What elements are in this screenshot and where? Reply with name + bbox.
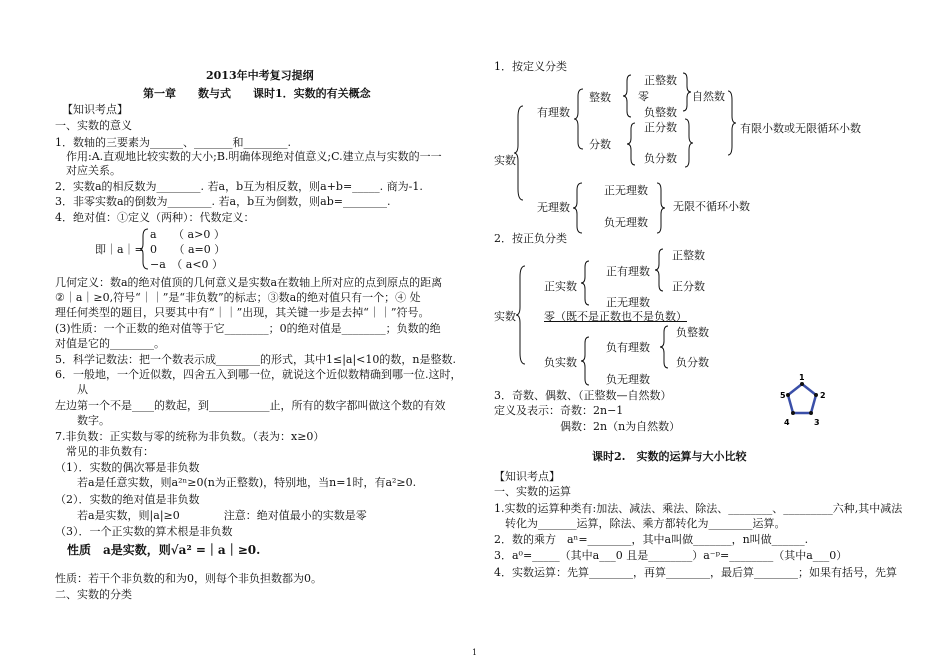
section-heading: 一、实数的意义 xyxy=(55,119,132,132)
tree-node: 正无理数 xyxy=(604,184,648,197)
property-line: 性质 a是实数，则√a² =｜a｜≥0. xyxy=(55,543,261,557)
brace-close-icon xyxy=(683,72,692,112)
text-line: 转化为_______运算，除法、乘方都转化为________运算。 xyxy=(494,517,786,530)
text-line: 1.实数的运算种类有:加法、减法、乘法、除法、________、_________六种,其中减法 xyxy=(494,502,903,515)
abs-case-2: 0 （ a=0 ） xyxy=(150,243,226,256)
brace-icon xyxy=(623,74,632,118)
section-heading: 二、实数的分类 xyxy=(55,588,132,601)
section-heading: 3．奇数、偶数、（正整数—自然数） xyxy=(494,389,672,402)
tree-node: 无限不循环小数 xyxy=(673,200,750,213)
tree-node: 正分数 xyxy=(644,121,677,134)
tree-node: 负分数 xyxy=(644,152,677,165)
text-line: （3）．一个正实数的算术根是非负数 xyxy=(55,525,233,538)
brace-icon xyxy=(627,122,636,166)
text-line: 4．实数运算：先算________，再算________，最后算________；如果有括号，先算 xyxy=(494,566,897,579)
page-number: 1 xyxy=(472,648,478,657)
text-line: 若a是实数，则|a|≥0 注意：绝对值最小的实数是零 xyxy=(55,509,367,522)
pentagon-figure xyxy=(780,373,830,431)
knowledge-points-heading: 【知识考点】 xyxy=(62,103,128,116)
tree-node: 负有理数 xyxy=(606,341,650,354)
text-line: 几何定义：数a的绝对值顶的几何意义是实数a在数轴上所对应的点到原点的距离 xyxy=(55,276,443,289)
text-line: 对应关系。 xyxy=(55,164,121,177)
tree-node: 整数 xyxy=(589,91,611,104)
tree-node: 正整数 xyxy=(672,249,705,262)
tree-node: 负无理数 xyxy=(604,216,648,229)
brace-icon xyxy=(660,325,669,369)
text-line: 常见的非负数有： xyxy=(55,445,154,458)
tree-node: 有理数 xyxy=(537,106,570,119)
brace-close-icon xyxy=(728,90,737,156)
abs-lhs: 即｜a｜= xyxy=(95,243,144,256)
tree-node: 分数 xyxy=(589,138,611,151)
text-line: 3．非零实数a的倒数为________. 若a，b互为倒数，则ab=________. xyxy=(55,195,391,208)
pentagon-label: 5 xyxy=(780,391,786,400)
abs-case-1: a （ a>0 ） xyxy=(150,228,225,241)
text-line: 7.非负数：正实数与零的统称为非负数。（表为：x≥0） xyxy=(55,430,325,443)
pentagon-label: 1 xyxy=(799,373,805,382)
zero-note: 零（既不是正数也不是负数） xyxy=(544,310,687,323)
tree-node: 正实数 xyxy=(544,280,577,293)
chapter-heading: 第一章 数与式 课时1．实数的有关概念 xyxy=(143,87,371,100)
tree-node: 正整数 xyxy=(644,74,677,87)
tree-node: 自然数 xyxy=(692,90,725,103)
brace-icon xyxy=(573,182,583,234)
text-line: 若a是任意实数，则a²ⁿ≥0(n为正整数)，特别地，当n=1时，有a²≥0. xyxy=(55,476,417,489)
text-line: 定义及表示：奇数：2n−1 xyxy=(494,404,624,417)
text-line: 偶数：2n（n为自然数） xyxy=(560,420,681,433)
tree-node: 负整数 xyxy=(644,106,677,119)
tree-node: 负无理数 xyxy=(606,373,650,386)
brace-close-icon xyxy=(685,118,694,168)
tree-node: 无理数 xyxy=(537,201,570,214)
brace-close-icon xyxy=(657,182,666,234)
section-heading: 一、实数的运算 xyxy=(494,485,571,498)
text-line: 理任何类型的题目，只要其中有“｜｜”出现，其关键一步是去掉“｜｜”符号。 xyxy=(55,306,430,319)
text-line: 对值是它的________。 xyxy=(55,337,165,350)
tree-node: 负实数 xyxy=(544,356,577,369)
text-line: 从 xyxy=(55,383,88,396)
tree-node: 负整数 xyxy=(676,326,709,339)
text-line: (3)性质：一个正数的绝对值等于它________；0的绝对值是________；负数的绝 xyxy=(55,322,441,335)
brace-icon xyxy=(574,88,584,150)
text-line: 5．科学记数法：把一个数表示成________的形式，其中1≤|a|<10的数，n是整数. xyxy=(55,353,456,366)
text-line: ②｜a｜≥0,符号“｜｜”是“非负数”的标志；③数a的绝对值只有一个；④ 处 xyxy=(55,291,421,304)
tree-node: 实数 xyxy=(494,310,516,323)
text-line: 1．数轴的三要素为______、_______和________. xyxy=(55,136,291,149)
brace-icon xyxy=(516,265,526,365)
knowledge-points-heading: 【知识考点】 xyxy=(494,470,560,483)
tree-node: 正无理数 xyxy=(606,296,650,309)
section-heading: 1．按定义分类 xyxy=(494,60,567,73)
brace-icon xyxy=(514,105,524,201)
text-line: （2）．实数的绝对值是非负数 xyxy=(55,493,200,506)
doc-title: 2013年中考复习提纲 xyxy=(206,69,314,82)
brace-icon xyxy=(581,260,590,306)
text-line: 4．绝对值：①定义（两种）：代数定义： xyxy=(55,211,255,224)
text-line: 左边第一个不是____的数起，到___________止，所有的数字都叫做这个数的有效 xyxy=(55,399,446,412)
tree-node: 正有理数 xyxy=(606,265,650,278)
brace-icon xyxy=(655,248,664,292)
text-line: 6．一般地，一个近似数，四舍五入到哪一位，就说这个近似数精确到哪一位.这时， xyxy=(55,368,462,381)
tree-node: 正分数 xyxy=(672,280,705,293)
text-line: 作用:A.直观地比较实数的大小;B.明确体现绝对值意义;C.建立点与实数的一一 xyxy=(55,150,442,163)
pentagon-label: 3 xyxy=(814,418,820,427)
tree-node: 零 xyxy=(638,90,649,103)
text-line: 数字。 xyxy=(55,414,110,427)
tree-node: 实数 xyxy=(494,154,516,167)
text-line: 2．数的乘方 aⁿ=________，其中a叫做_______，n叫做______. xyxy=(494,533,809,546)
pentagon-label: 4 xyxy=(784,418,790,427)
text-line: 2．实数a的相反数为________. 若a，b互为相反数，则a+b=_____. 商为-1. xyxy=(55,180,423,193)
tree-node: 负分数 xyxy=(676,356,709,369)
text-line: 3．a⁰=_____（其中a___0 且是________）a⁻ᵖ=________（其中a___0） xyxy=(494,549,848,562)
pentagon-label: 2 xyxy=(820,391,826,400)
text-line: （1）．实数的偶次幂是非负数 xyxy=(55,461,200,474)
brace-icon xyxy=(140,228,150,270)
brace-icon xyxy=(581,336,590,386)
lesson-heading: 课时2. 实数的运算与大小比较 xyxy=(592,450,747,463)
text-line: 性质：若干个非负数的和为0，则每个非负担数都为0。 xyxy=(55,572,322,585)
tree-node: 有限小数或无限循环小数 xyxy=(740,122,861,135)
abs-case-3: −a （ a<0 ） xyxy=(150,258,224,271)
section-heading: 2．按正负分类 xyxy=(494,232,567,245)
